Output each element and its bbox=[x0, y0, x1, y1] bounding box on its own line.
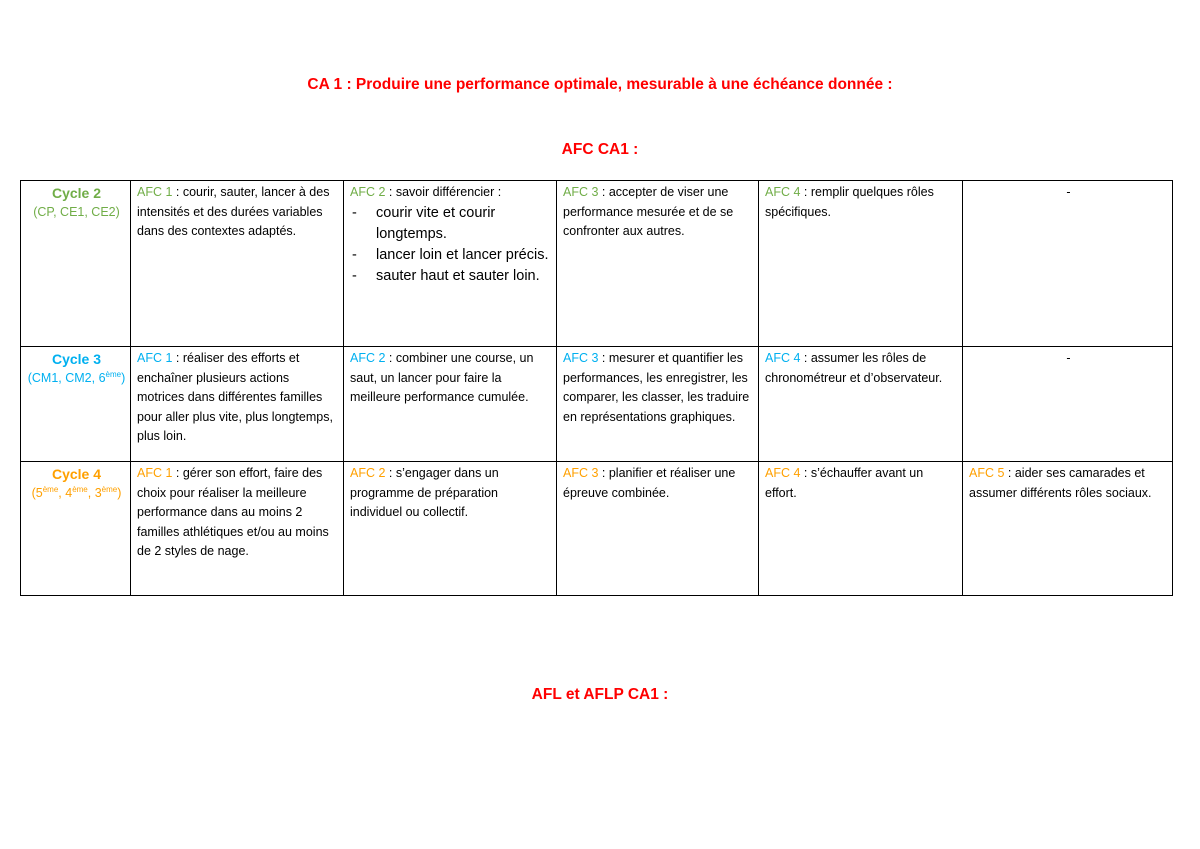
afc-text: : s’engager dans un programme de préparation individuel ou collectif. bbox=[350, 466, 499, 519]
afc-text: : assumer les rôles de chronométreur et d’observateur. bbox=[765, 351, 943, 385]
afc-heading: AFC CA1 : bbox=[561, 141, 639, 158]
cycle-cell bbox=[21, 181, 131, 347]
afc-cell bbox=[759, 347, 963, 462]
afc-text: : aider ses camarades et assumer différents rôles sociaux. bbox=[969, 466, 1152, 500]
table-row bbox=[21, 181, 1173, 347]
dash-mark: - bbox=[1066, 185, 1071, 199]
cycle-levels: (CM1, CM2, 6ème) bbox=[27, 369, 126, 385]
afc-cell bbox=[557, 347, 759, 462]
list-item: - sauter haut et sauter loin. bbox=[350, 266, 552, 287]
afc-cell bbox=[131, 462, 344, 596]
afc-cell bbox=[131, 181, 344, 347]
afc-cell bbox=[557, 462, 759, 596]
afc-text: : mesurer et quantifier les performances, les enregistrer, les comparer, les classer, les traduire en représentations graphiques. bbox=[563, 351, 750, 424]
cycle-cell bbox=[21, 347, 131, 462]
dash-mark: - bbox=[1066, 351, 1071, 365]
cycle-levels: (CP, CE1, CE2) bbox=[33, 205, 120, 219]
afc-bullet-list bbox=[350, 203, 552, 287]
afc-label: AFC 2 bbox=[350, 351, 386, 365]
afc-text: : combiner une course, un saut, un lancer pour faire la meilleure performance cumulée. bbox=[350, 351, 534, 404]
afl-heading: AFL et AFLP CA1 : bbox=[531, 686, 669, 703]
afc-text: : réaliser des efforts et enchaîner plusieurs actions motrices dans différentes familles pour aller plus vite, plus longtemps, plus loin. bbox=[137, 351, 333, 443]
afc-cell bbox=[759, 181, 963, 347]
empty-cell bbox=[963, 181, 1173, 347]
afc-text: : planifier et réaliser une épreuve combinée. bbox=[563, 466, 736, 500]
afc-text: : gérer son effort, faire des choix pour réaliser la meilleure performance dans au moins 2 familles athlétiques et/ou au moins de 2 styles de nage. bbox=[137, 466, 329, 558]
table-row bbox=[21, 462, 1173, 596]
afc-cell bbox=[344, 462, 557, 596]
afc-label: AFC 3 bbox=[563, 351, 599, 365]
list-item: - lancer loin et lancer précis. bbox=[350, 245, 552, 266]
afc-label: AFC 5 bbox=[969, 466, 1005, 480]
afc-text: : savoir différencier : bbox=[385, 185, 502, 199]
cycle-name: Cycle 4 bbox=[51, 466, 102, 482]
afc-label: AFC 3 bbox=[563, 466, 599, 480]
empty-cell bbox=[963, 347, 1173, 462]
cycle-cell bbox=[21, 462, 131, 596]
table-row bbox=[21, 347, 1173, 462]
afc-cell bbox=[131, 347, 344, 462]
afc-label: AFC 4 bbox=[765, 185, 801, 199]
afc-label: AFC 1 bbox=[137, 466, 173, 480]
afc-label: AFC 2 bbox=[350, 185, 386, 199]
afc-cell bbox=[963, 462, 1173, 596]
afc-label: AFC 1 bbox=[137, 351, 173, 365]
cycle-levels: (5ème, 4ème, 3ème) bbox=[31, 484, 122, 500]
list-item: - courir vite et courir longtemps. bbox=[350, 203, 552, 245]
afc-label: AFC 4 bbox=[765, 466, 801, 480]
afc-cell bbox=[344, 347, 557, 462]
afc-cell bbox=[557, 181, 759, 347]
afc-text: : remplir quelques rôles spécifiques. bbox=[765, 185, 934, 219]
afc-cell bbox=[344, 181, 557, 347]
afc-text: : accepter de viser une performance mesurée et de se confronter aux autres. bbox=[563, 185, 734, 238]
afc-label: AFC 2 bbox=[350, 466, 386, 480]
afc-table bbox=[20, 180, 1173, 596]
page-title: CA 1 : Produire une performance optimale, mesurable à une échéance donnée : bbox=[307, 76, 893, 93]
afc-label: AFC 3 bbox=[563, 185, 599, 199]
afc-cell bbox=[759, 462, 963, 596]
afc-text: : s’échauffer avant un effort. bbox=[765, 466, 924, 500]
afc-text: : courir, sauter, lancer à des intensités et des durées variables dans des contextes adaptés. bbox=[137, 185, 330, 238]
afc-label: AFC 4 bbox=[765, 351, 801, 365]
cycle-name: Cycle 2 bbox=[51, 185, 102, 201]
cycle-name: Cycle 3 bbox=[51, 351, 102, 367]
afc-label: AFC 1 bbox=[137, 185, 173, 199]
